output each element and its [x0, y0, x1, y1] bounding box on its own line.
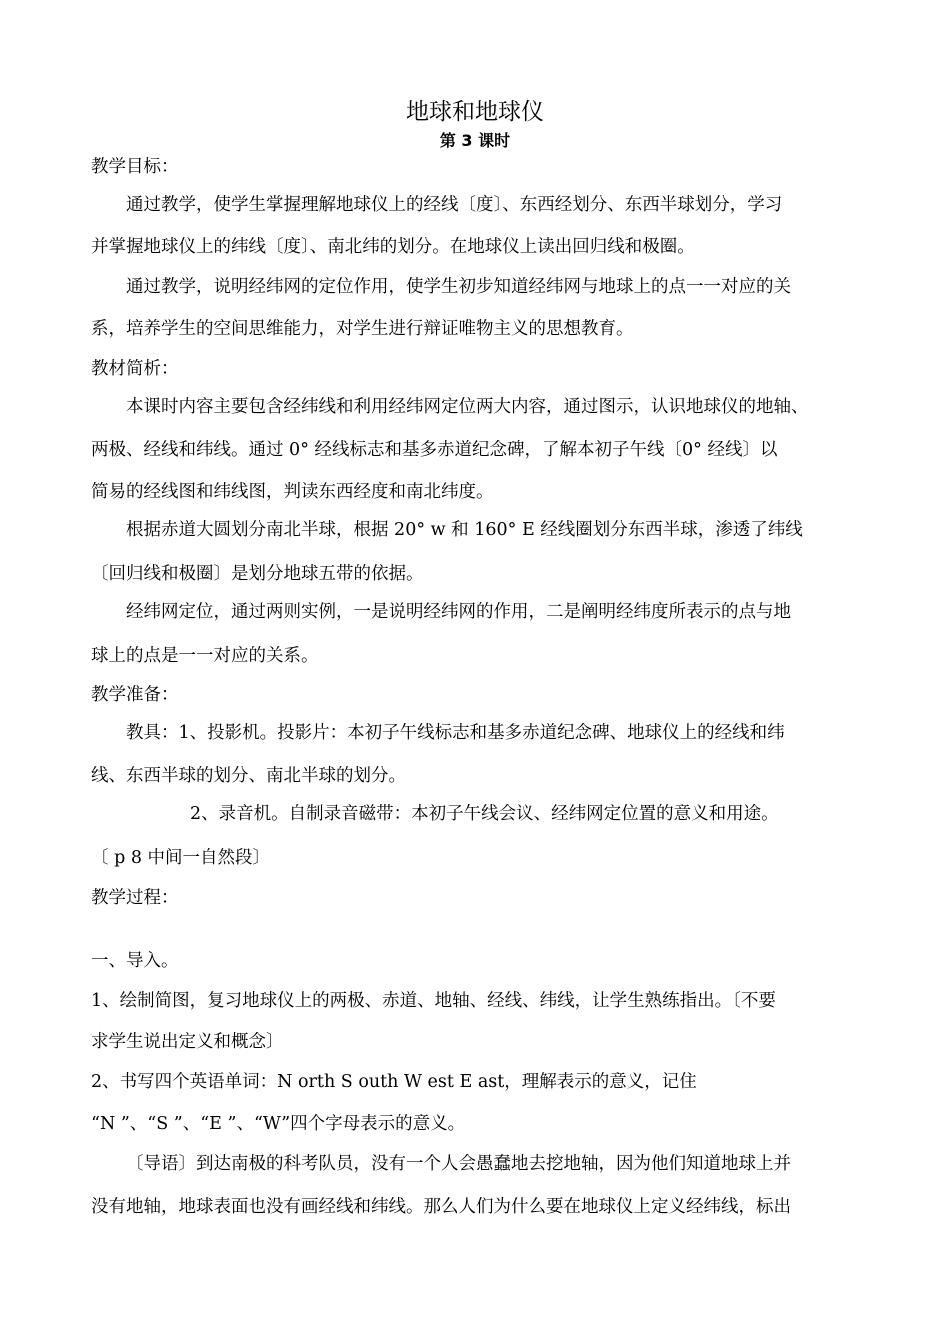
paragraph-line: 〔 p 8 中间一自然段〕 — [91, 848, 271, 868]
paragraph-line: 经纬网定位，通过两则实例，一是说明经纬网的作用，二是阐明经纬度所表示的点与地 — [126, 602, 791, 622]
page-title: 地球和地球仪 — [406, 99, 544, 125]
paragraph-line: 教具：1、投影机。投影片：本初子午线标志和基多赤道纪念碑、地球仪上的经线和纬 — [126, 723, 785, 743]
section-heading-materials: 教材简析： — [91, 359, 179, 379]
paragraph-line: 〔导语〕到达南极的科考队员，没有一个人会愚蠢地去挖地轴，因为他们知道地球上并 — [126, 1154, 791, 1174]
paragraph-line: 1、绘制简图，复习地球仪上的两极、赤道、地轴、经线、纬线，让学生熟练指出。〔不要 — [91, 991, 776, 1011]
paragraph-line: 通过教学，说明经纬网的定位作用，使学生初步知道经纬网与地球上的点一一对应的关 — [126, 277, 791, 297]
paragraph-line: 2、书写四个英语单词：N orth S outh W est E ast，理解表示的意义，记住 — [91, 1072, 697, 1092]
paragraph-line: 通过教学，使学生掌握理解地球仪上的经线〔度〕、东西经划分、东西半球划分，学习 — [126, 195, 783, 215]
paragraph-line: 两极、经线和纬线。通过 0° 经线标志和基多赤道纪念碑，了解本初子午线〔0° 经线〕以 — [91, 440, 778, 460]
paragraph-line: 球上的点是一一对应的关系。 — [91, 646, 319, 666]
paragraph-line: 线、东西半球的划分、南北半球的划分。 — [91, 766, 406, 786]
subsection-heading: 一、导入。 — [91, 951, 179, 971]
section-heading-process: 教学过程： — [91, 888, 179, 908]
paragraph-line: 〔回归线和极圈〕是划分地球五带的依据。 — [91, 564, 424, 584]
paragraph-line: 没有地轴，地球表面也没有画经线和纬线。那么人们为什么要在地球仪上定义经纬线，标出 — [91, 1197, 791, 1217]
section-heading-objectives: 教学目标： — [91, 157, 179, 177]
paragraph-line: 2、录音机。自制录音磁带：本初子午线会议、经纬网定位置的意义和用途。 — [190, 804, 779, 824]
paragraph-line: 并掌握地球仪上的纬线〔度〕、南北纬的划分。在地球仪上读出回归线和极圈。 — [91, 237, 695, 257]
paragraph-line: 本课时内容主要包含经纬线和利用经纬网定位两大内容，通过图示，认识地球仪的地轴、 — [126, 397, 809, 417]
paragraph-line: “N ”、“S ”、“E ”、“W”四个字母表示的意义。 — [91, 1114, 466, 1134]
paragraph-line: 求学生说出定义和概念〕 — [91, 1032, 284, 1052]
paragraph-line: 根据赤道大圆划分南北半球，根据 20° w 和 160° E 经线圈划分东西半球，渗透了纬线 — [126, 520, 803, 540]
paragraph-line: 系，培养学生的空间思维能力，对学生进行辩证唯物主义的思想教育。 — [91, 319, 634, 339]
page-subtitle: 第 3 课时 — [439, 131, 511, 150]
section-heading-preparation: 教学准备： — [91, 685, 179, 705]
paragraph-line: 简易的经线图和纬线图，判读东西经度和南北纬度。 — [91, 482, 494, 502]
